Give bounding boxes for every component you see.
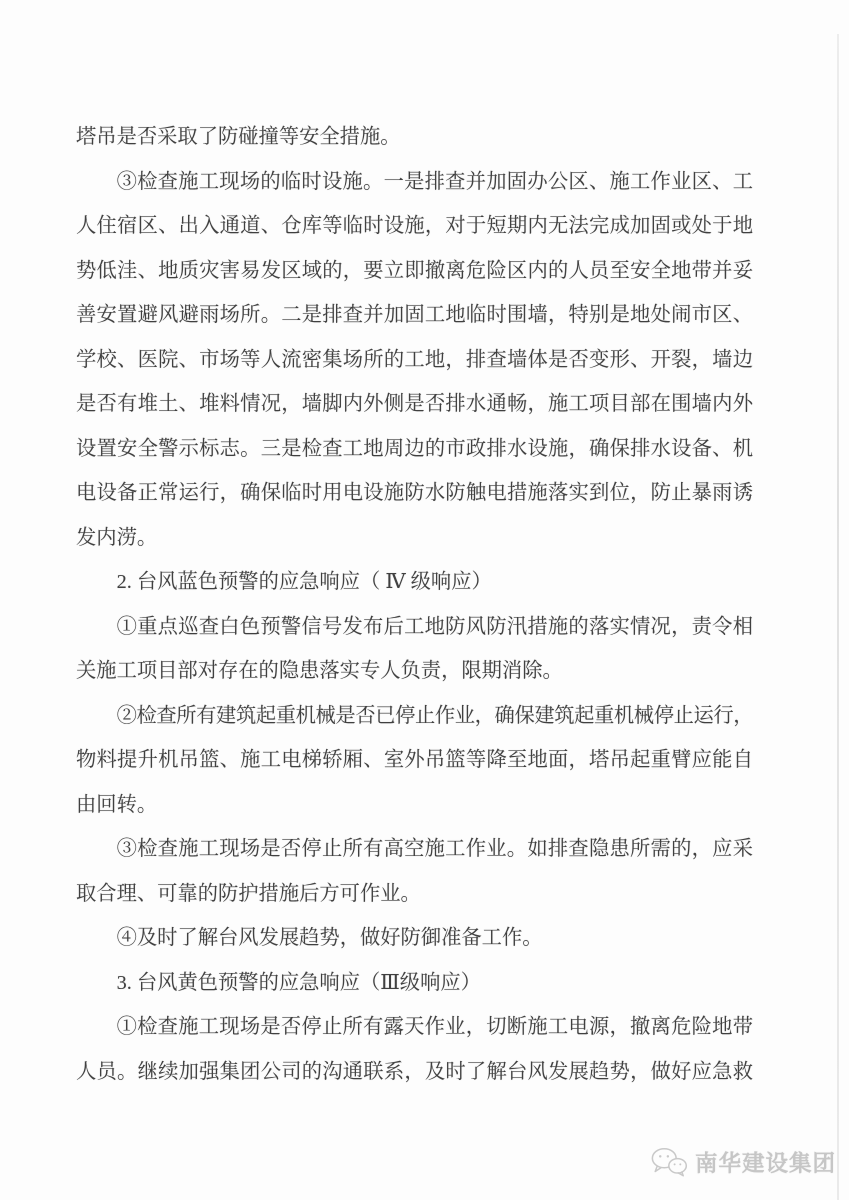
section-heading: 2. 台风蓝色预警的应急响应（ Ⅳ 级响应）: [116, 571, 492, 593]
body-text-line: 由回转。: [76, 793, 158, 816]
body-text-line: ①检查施工现场是否停止所有露天作业，切断施工电源，撤离危险地带: [116, 1016, 753, 1038]
brand-name: 南华建设集团: [695, 1151, 837, 1176]
body-text-line: 学校、医院、市场等人流密集场所的工地，排查墙体是否变形、开裂，墙边: [76, 348, 753, 371]
body-text-line: 人住宿区、出入通道、仓库等临时设施，对于短期内无法完成加固或处于地: [76, 215, 753, 237]
section-heading: 3. 台风黄色预警的应急响应（Ⅲ级响应）: [116, 971, 481, 994]
body-text-line: ①重点巡查白色预警信号发布后工地防风防汛措施的落实情况，责令相: [116, 615, 753, 638]
body-text-line: ③检查施工现场是否停止所有高空施工作业。如排查隐患所需的，应采: [116, 838, 753, 860]
wechat-logo-icon: [650, 1147, 688, 1177]
body-text-line: ②检查所有建筑起重机械是否已停止作业，确保建筑起重机械停止运行，: [116, 704, 753, 727]
body-text-line: 物料提升机吊篮、施工电梯轿厢、室外吊篮等降至地面，塔吊起重臂应能自: [76, 749, 753, 771]
body-text-line: ④及时了解台风发展趋势，做好防御准备工作。: [116, 927, 543, 949]
brand-watermark: [650, 1146, 836, 1178]
body-text-line: 势低洼、地质灾害易发区域的，要立即撤离危险区内的人员至安全地带并妥: [76, 259, 753, 282]
scan-edge-artifact: [837, 34, 839, 1200]
body-text-line: 人员。继续加强集团公司的沟通联系，及时了解台风发展趋势，做好应急救: [76, 1060, 753, 1083]
document-body: [76, 115, 753, 1094]
body-text-line: ③检查施工现场的临时设施。一是排查并加固办公区、施工作业区、工: [116, 170, 753, 193]
body-text-line: 发内涝。: [76, 526, 158, 549]
body-text-line: 电设备正常运行，确保临时用电设施防水防触电措施落实到位，防止暴雨诱: [76, 482, 753, 504]
body-text-line: 是否有堆土、堆料情况，墙脚内外侧是否排水通畅，施工项目部在围墙内外: [76, 393, 753, 415]
body-text-line: 关施工项目部对存在的隐患落实专人负责，限期消除。: [76, 660, 563, 682]
body-text-line: 善安置避风避雨场所。二是排查并加固工地临时围墙，特别是地处闹市区、: [76, 304, 753, 326]
body-text-line: 设置安全警示标志。三是检查工地周边的市政排水设施，确保排水设备、机: [76, 437, 753, 460]
body-text-line: 取合理、可靠的防护措施后方可作业。: [76, 882, 421, 905]
body-text-line: 塔吊是否采取了防碰撞等安全措施。: [76, 126, 401, 148]
